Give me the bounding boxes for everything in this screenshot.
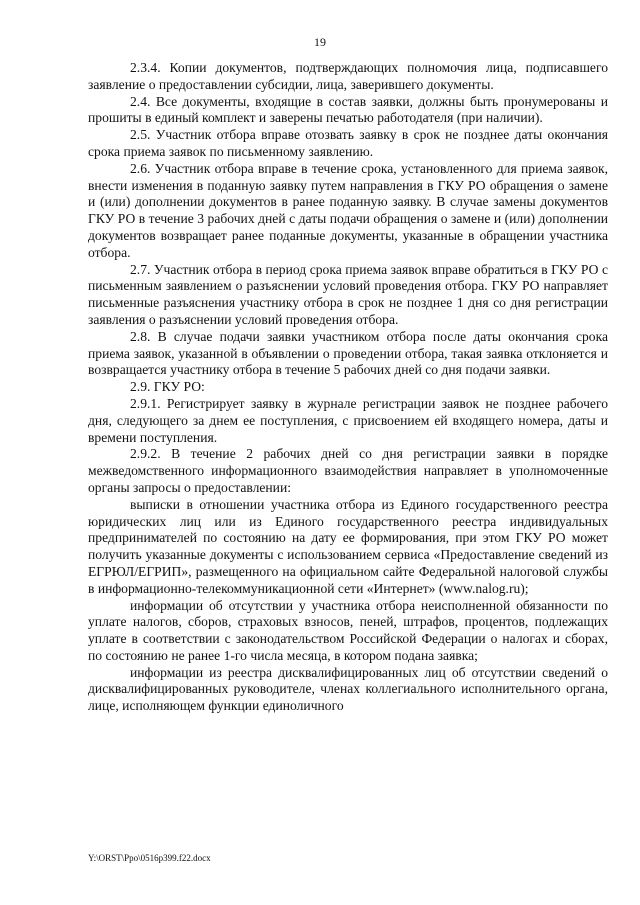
paragraph-2-9-1: 2.9.1. Регистрирует заявку в журнале регистрации заявок не позднее рабочего дня, следующего за днем ее поступления, с присвоением ей входящего номера, даты и времени поступления.: [88, 395, 608, 445]
paragraph-2-6: 2.6. Участник отбора вправе в течение срока, установленного для приема заявок, внести изменения в поданную заявку путем направления в ГКУ РО обращения о замене и (или) дополнении документов в ранее поданную заявку. В случае замены документов ГКУ РО в течение 3 рабочих дней с даты подачи обращения о замене и (или) дополнении документов возвращает ранее поданные документы, указанные в обращении участника отбора.: [88, 160, 608, 260]
paragraph-2-5: 2.5. Участник отбора вправе отозвать заявку в срок не позднее даты окончания срока приема заявок по письменному заявлению.: [88, 127, 608, 159]
paragraph-2-7: 2.7. Участник отбора в период срока приема заявок вправе обратиться в ГКУ РО с письменным заявлением о разъяснении условий проведения отбора. ГКУ РО направляет письменные разъяснения участнику отбора в срок не позднее 1 дня со дня регистрации заявления о разъяснении условий проведения отбора.: [88, 261, 608, 327]
paragraph-2-9-2: 2.9.2. В течение 2 рабочих дней со дня регистрации заявки в порядке межведомственного информационного взаимодействия направляет в уполномоченные органы запросы о предоставлении:: [88, 446, 608, 495]
paragraph-tax-info: информации об отсутствии у участника отбора неисполненной обязанности по уплате налогов, сборов, страховых взносов, пеней, штрафов, процентов, подлежащих уплате в соответствии с законодательством Российской Федерации о налогах и сборах, по состоянию не ранее 1-го числа месяца, в котором подана заявка;: [88, 597, 608, 663]
paragraph-disqualified-registry: информации из реестра дисквалифицированных лиц об отсутствии сведений о дисквалифицированных руководителе, членах коллегиального исполнительного органа, лице, исполняющем функции единоличного: [88, 664, 608, 714]
document-body: [88, 60, 608, 715]
paragraph-2-9: 2.9. ГКУ РО:: [130, 379, 205, 395]
page-number: 19: [314, 35, 326, 49]
footer-file-path: Y:\ORST\Ppo\0516p399.f22.docx: [88, 853, 211, 863]
paragraph-2-3-4: 2.3.4. Копии документов, подтверждающих полномочия лица, подписавшего заявление о предоставлении субсидии, лица, заверившего документы.: [88, 60, 608, 92]
paragraph-2-8: 2.8. В случае подачи заявки участником отбора после даты окончания срока приема заявок, указанной в объявлении о проведении отбора, такая заявка отклоняется и возвращается участнику отбора в течение 5 рабочих дней со дня подачи заявки.: [88, 328, 608, 378]
paragraph-2-4: 2.4. Все документы, входящие в состав заявки, должны быть пронумерованы и прошиты в единый комплект и заверены печатью работодателя (при наличии).: [88, 93, 608, 126]
paragraph-egrul-extract: выписки в отношении участника отбора из Единого государственного реестра юридических лиц или из Единого государственного реестра индивидуальных предпринимателей по состоянию на дату ее формирования, при этом ГКУ РО может получить указанные документы с использованием сервиса «Предоставление сведений из ЕГРЮЛ/ЕГРИП», размещенного на официальном сайте Федеральной налоговой службы в информационно-телекоммуникационной сети «Интернет» (www.nalog.ru);: [88, 496, 608, 596]
